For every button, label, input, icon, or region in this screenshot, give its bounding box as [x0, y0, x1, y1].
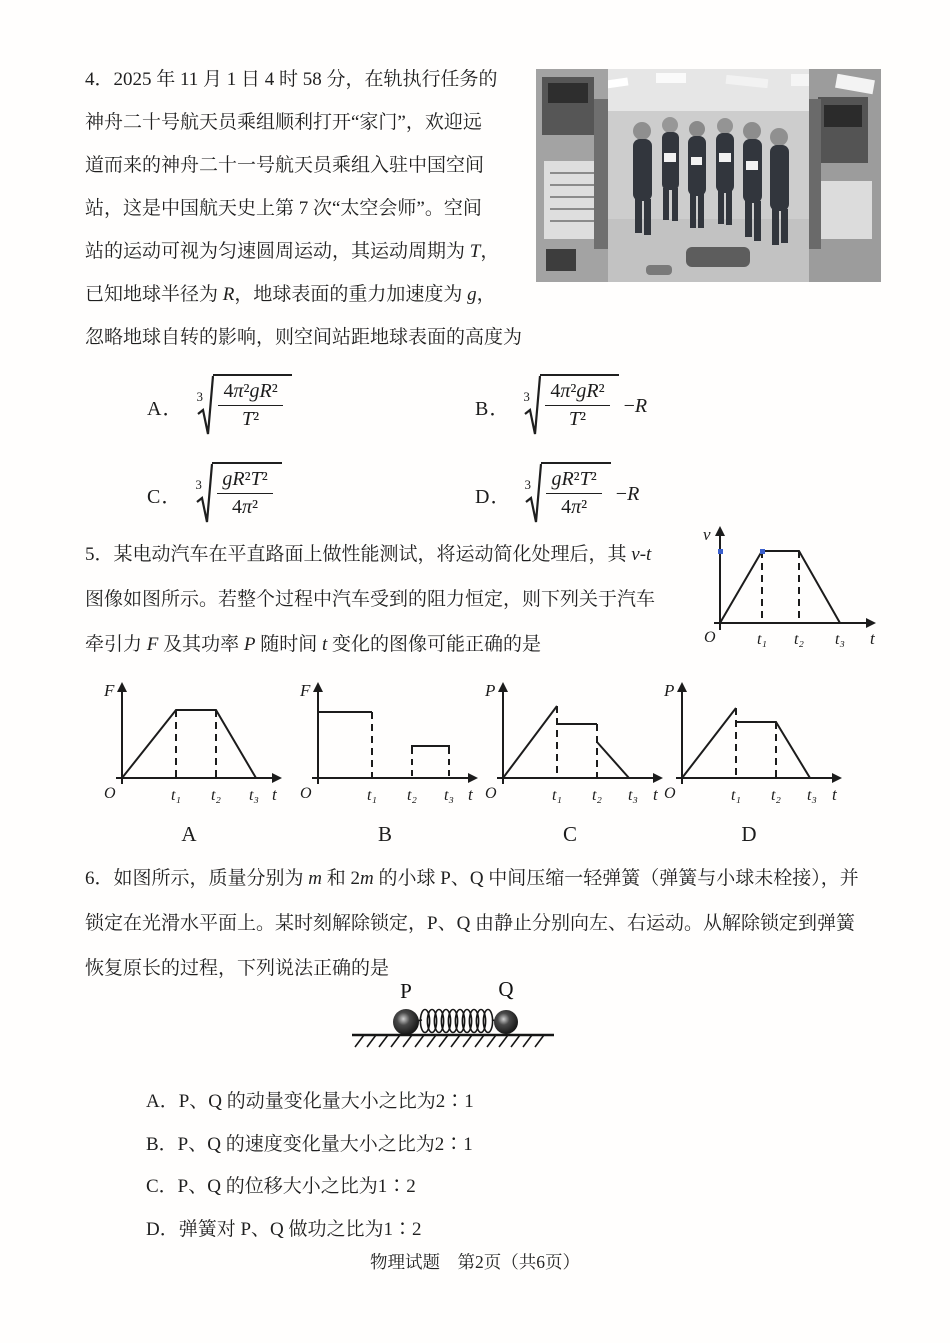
question-6-options [146, 1081, 474, 1251]
ball-p [393, 1009, 419, 1035]
ground-hatching [355, 1035, 544, 1047]
q5-line: 牵引力 F 及其功率 P 随时间 t 变化的图像可能正确的是 [85, 634, 542, 655]
tick-t3: t₃ [806, 787, 818, 804]
q4-line: 道而来的神舟二十一号航天员乘组入驻中国空间 [85, 155, 485, 176]
fraction-denominator: 4π² [561, 496, 588, 518]
blue-marker [718, 549, 723, 554]
q6-option-A: A．P、Q 的动量变化量大小之比为2∶1 [146, 1091, 474, 1112]
graph-letter-C: C [562, 822, 578, 846]
cube-root [524, 374, 618, 438]
x-axis-label: t [653, 785, 658, 804]
ball-q-label: Q [498, 982, 514, 1001]
graph-letter-A: A [181, 822, 198, 846]
fraction-numerator: gR²T² [546, 468, 601, 494]
option-letter: A． [147, 397, 184, 420]
q4-line: 已知地球半径为 R，地球表面的重力加速度为 g， [85, 284, 496, 305]
tick-t1: t₁ [366, 787, 378, 804]
ball-p-label: P [400, 982, 412, 1003]
y-axis-label: P [485, 681, 496, 700]
x-axis-label: t [468, 785, 473, 804]
q6-line: 6．如图所示，质量分别为 m 和 2m 的小球 P、Q 中间压缩一轻弹簧（弹簧与小球未栓接），并 [85, 868, 859, 889]
radical-sign-icon [197, 374, 214, 438]
cube-root [196, 462, 281, 526]
fraction-denominator: T² [568, 408, 587, 430]
graph-letter-B: B [377, 822, 393, 846]
q5-line: 5．某电动汽车在平直路面上做性能测试，将运动简化处理后，其 v-t [85, 544, 652, 565]
cube-root [525, 462, 610, 526]
option-graph-B [288, 678, 483, 820]
y-axis-label: P [664, 681, 675, 700]
tick-t1: t₁ [756, 631, 768, 648]
question-5-text [85, 532, 655, 667]
q6-option-D: D．弹簧对 P、Q 做功之比为1∶2 [146, 1218, 422, 1240]
root-index: 3 [196, 389, 203, 404]
q6-line: 恢复原长的过程，下列说法正确的是 [85, 958, 390, 979]
origin-label: O [664, 785, 676, 802]
tick-t3: t₃ [834, 631, 846, 648]
tick-t2: t₂ [591, 787, 603, 804]
space-station-photo [536, 69, 881, 282]
vt-velocity-graph [698, 520, 883, 655]
option-letter: D． [475, 485, 512, 508]
radical-sign-icon [196, 462, 213, 526]
blue-marker [760, 549, 765, 554]
x-axis-label: t [832, 785, 837, 804]
q4-option-C [147, 452, 287, 536]
option-graph-C [473, 678, 668, 820]
question-4-text [85, 58, 522, 359]
option-graph-A [92, 678, 287, 820]
formula-suffix: −R [623, 394, 648, 417]
tick-t3: t₃ [443, 787, 455, 804]
q6-option-B: B．P、Q 的速度变化量大小之比为2∶1 [146, 1133, 473, 1155]
graph-letter-D: D [741, 822, 758, 846]
origin-label: O [485, 785, 497, 802]
x-axis-label: t [272, 785, 277, 804]
fraction-denominator: 4π² [232, 496, 259, 518]
fraction-denominator: T² [242, 408, 260, 430]
option-letter: B． [475, 397, 511, 420]
q6-line: 锁定在光滑水平面上。某时刻解除锁定，P、Q 由静止分别向左、右运动。从解除锁定到弹簧 [85, 913, 856, 934]
tick-t1: t₁ [551, 787, 563, 804]
root-index: 3 [195, 477, 202, 492]
q5-line: 图像如图所示。若整个过程中汽车受到的阻力恒定，则下列关于汽车 [85, 589, 656, 610]
origin-label: O [104, 785, 116, 802]
spring-balls-figure [348, 982, 558, 1054]
y-axis-label: F [300, 681, 311, 700]
radical-sign-icon [525, 462, 542, 526]
tick-t2: t₂ [210, 787, 222, 804]
origin-label: O [300, 785, 312, 802]
q4-line: 神舟二十号航天员乘组顺利打开“家门”，欢迎远 [85, 112, 482, 133]
q6-option-C: C．P、Q 的位移大小之比为1∶2 [146, 1176, 416, 1197]
tick-t2: t₂ [406, 787, 418, 804]
q4-line: 站，这是中国航天史上第 7 次“太空会师”。空间 [85, 198, 482, 219]
y-axis-label: v [703, 525, 711, 544]
question-6-text [85, 856, 859, 991]
cube-root [197, 374, 291, 438]
x-axis-label: t [870, 629, 875, 648]
y-axis-label: F [104, 681, 115, 700]
tick-t2: t₂ [793, 631, 805, 648]
ball-q [494, 1010, 518, 1034]
page-footer: 物理试题 第2页（共6页） [370, 1252, 580, 1272]
root-index: 3 [524, 477, 531, 492]
q4-line: 站的运动可视为匀速圆周运动，其运动周期为 T， [85, 241, 500, 262]
radical-sign-icon [524, 374, 541, 438]
fraction-numerator: 4π²gR² [218, 380, 282, 406]
tick-t3: t₃ [627, 787, 639, 804]
tick-t1: t₁ [170, 787, 182, 804]
q4-option-A [147, 364, 297, 448]
tick-t3: t₃ [248, 787, 260, 804]
root-index: 3 [523, 389, 530, 404]
fraction-numerator: gR²T² [217, 468, 272, 494]
origin-label: O [704, 629, 716, 646]
formula-suffix: −R [615, 482, 640, 505]
q4-option-D [475, 452, 639, 536]
fraction-numerator: 4π²gR² [545, 380, 609, 406]
tick-t1: t₁ [730, 787, 742, 804]
q4-option-B [475, 364, 647, 448]
q4-line: 忽略地球自转的影响，则空间站距地球表面的高度为 [85, 327, 523, 348]
spring-coil [416, 1010, 498, 1033]
option-letter: C． [147, 485, 183, 508]
q4-line: 4．2025 年 11 月 1 日 4 时 58 分，在轨执行任务的 [85, 69, 498, 90]
tick-t2: t₂ [770, 787, 782, 804]
option-graph-D [652, 678, 847, 820]
